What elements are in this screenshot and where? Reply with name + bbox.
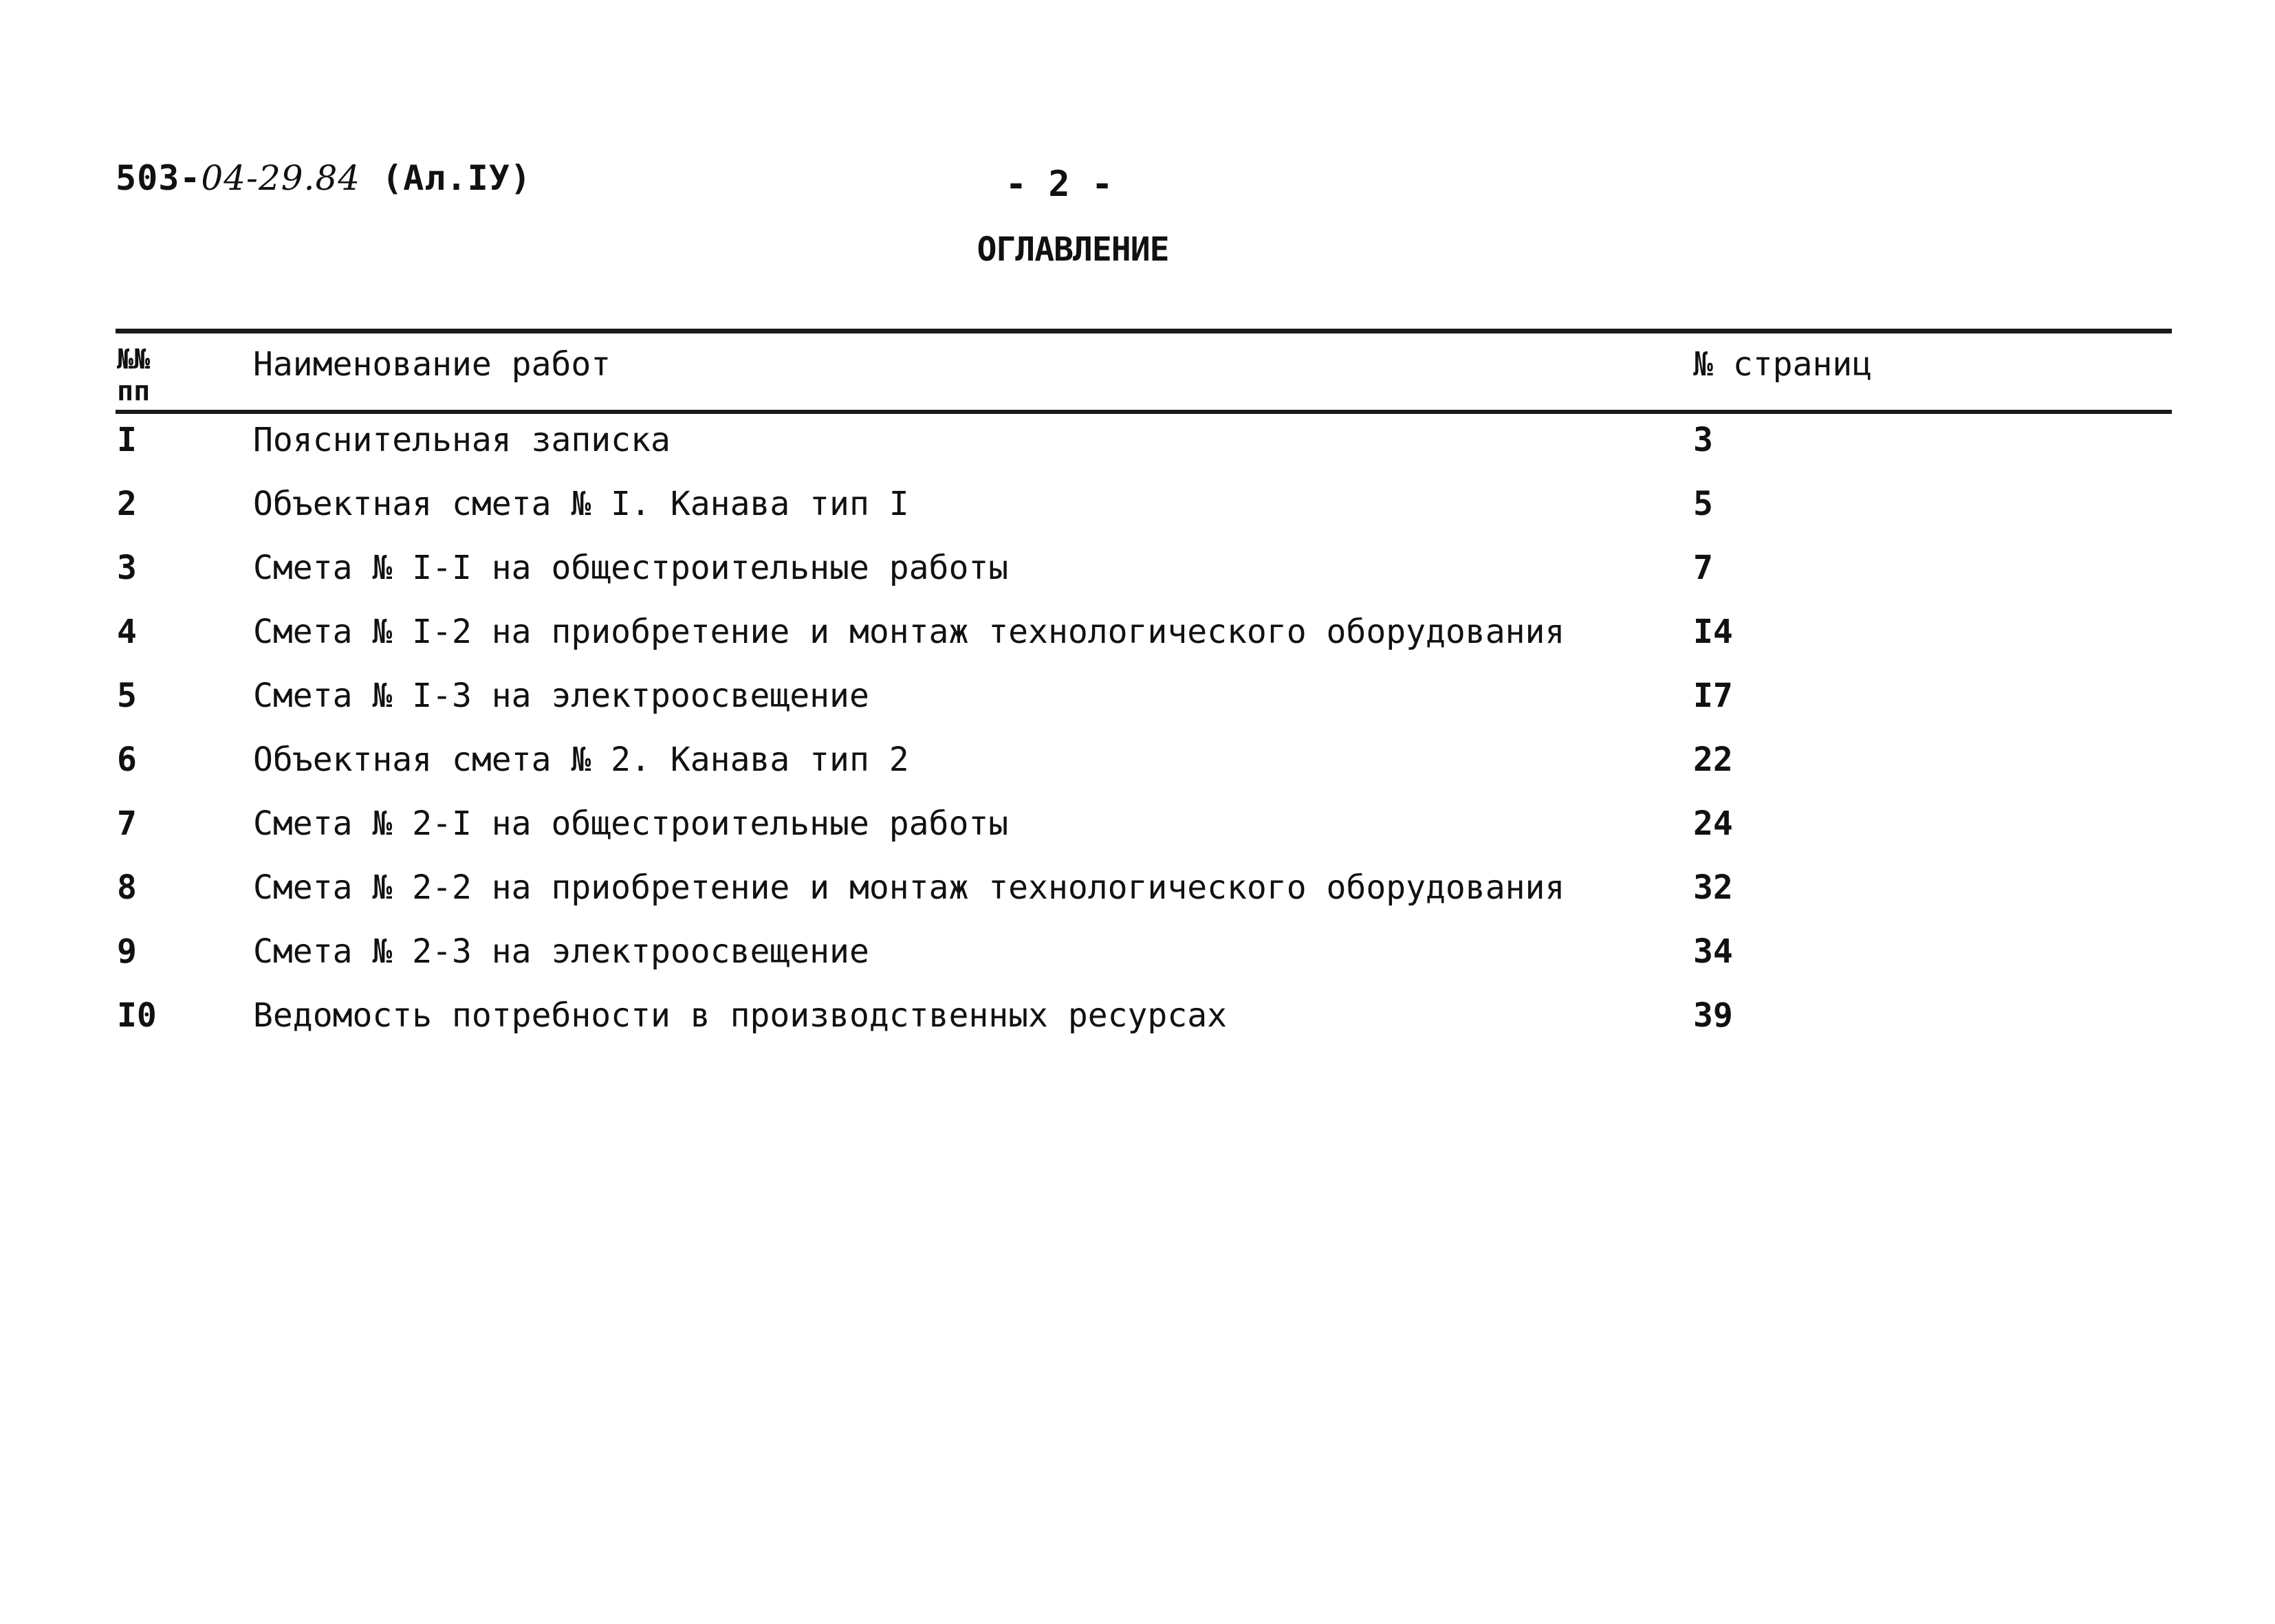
row-page: I7: [1693, 677, 1733, 715]
toc-row: [0, 613, 2275, 677]
toc-row: [0, 740, 2275, 804]
row-page: 32: [1693, 868, 1733, 907]
row-title: Смета № 2-2 на приобретение и монтаж технологического оборудования: [253, 868, 1565, 907]
toc-row: [0, 996, 2275, 1060]
row-number: 7: [117, 804, 137, 843]
row-number: 6: [117, 740, 137, 779]
table-of-contents: [0, 421, 2275, 1060]
row-number: 5: [117, 677, 137, 715]
column-header-page: № страниц: [1693, 345, 1873, 384]
row-page: I4: [1693, 613, 1733, 651]
row-number: I: [117, 421, 137, 459]
toc-row: [0, 868, 2275, 932]
row-page: 5: [1693, 485, 1713, 523]
toc-row: [0, 804, 2275, 868]
row-title: Смета № 2-I на общестроительные работы: [253, 804, 1009, 843]
toc-row: [0, 932, 2275, 996]
document-code-suffix: (Ал.IУ): [360, 158, 532, 198]
row-page: 39: [1693, 996, 1733, 1035]
table-top-rule: [116, 329, 2172, 333]
row-page: 34: [1693, 932, 1733, 971]
document-code-prefix: 503-: [116, 158, 202, 198]
page-number: - 2 -: [1005, 164, 1113, 205]
row-number: I0: [117, 996, 157, 1035]
row-title: Объектная смета № 2. Канава тип 2: [253, 740, 909, 779]
row-title: Смета № I-2 на приобретение и монтаж технологического оборудования: [253, 613, 1565, 651]
document-title: ОГЛАВЛЕНИЕ: [977, 230, 1169, 269]
row-title: Смета № I-3 на электроосвещение: [253, 677, 869, 715]
document-code-handwritten: 04-29.84: [201, 158, 361, 198]
document-code: [116, 158, 532, 198]
table-header-rule: [116, 410, 2172, 414]
row-title: Смета № 2-3 на электроосвещение: [253, 932, 869, 971]
row-title: Пояснительная записка: [253, 421, 671, 459]
row-title: Смета № I-I на общестроительные работы: [253, 549, 1009, 587]
row-number: 3: [117, 549, 137, 587]
row-number: 2: [117, 485, 137, 523]
row-title: Объектная смета № I. Канава тип I: [253, 485, 909, 523]
column-header-number: №№ пп: [117, 344, 151, 407]
row-number: 8: [117, 868, 137, 907]
row-title: Ведомость потребности в производственных ресурсах: [253, 996, 1228, 1035]
row-page: 22: [1693, 740, 1733, 779]
toc-row: [0, 677, 2275, 740]
toc-row: [0, 421, 2275, 485]
row-page: 24: [1693, 804, 1733, 843]
row-number: 9: [117, 932, 137, 971]
row-number: 4: [117, 613, 137, 651]
row-page: 3: [1693, 421, 1713, 459]
row-page: 7: [1693, 549, 1713, 587]
toc-row: [0, 549, 2275, 613]
toc-row: [0, 485, 2275, 549]
column-header-name: Наименование работ: [253, 345, 611, 384]
